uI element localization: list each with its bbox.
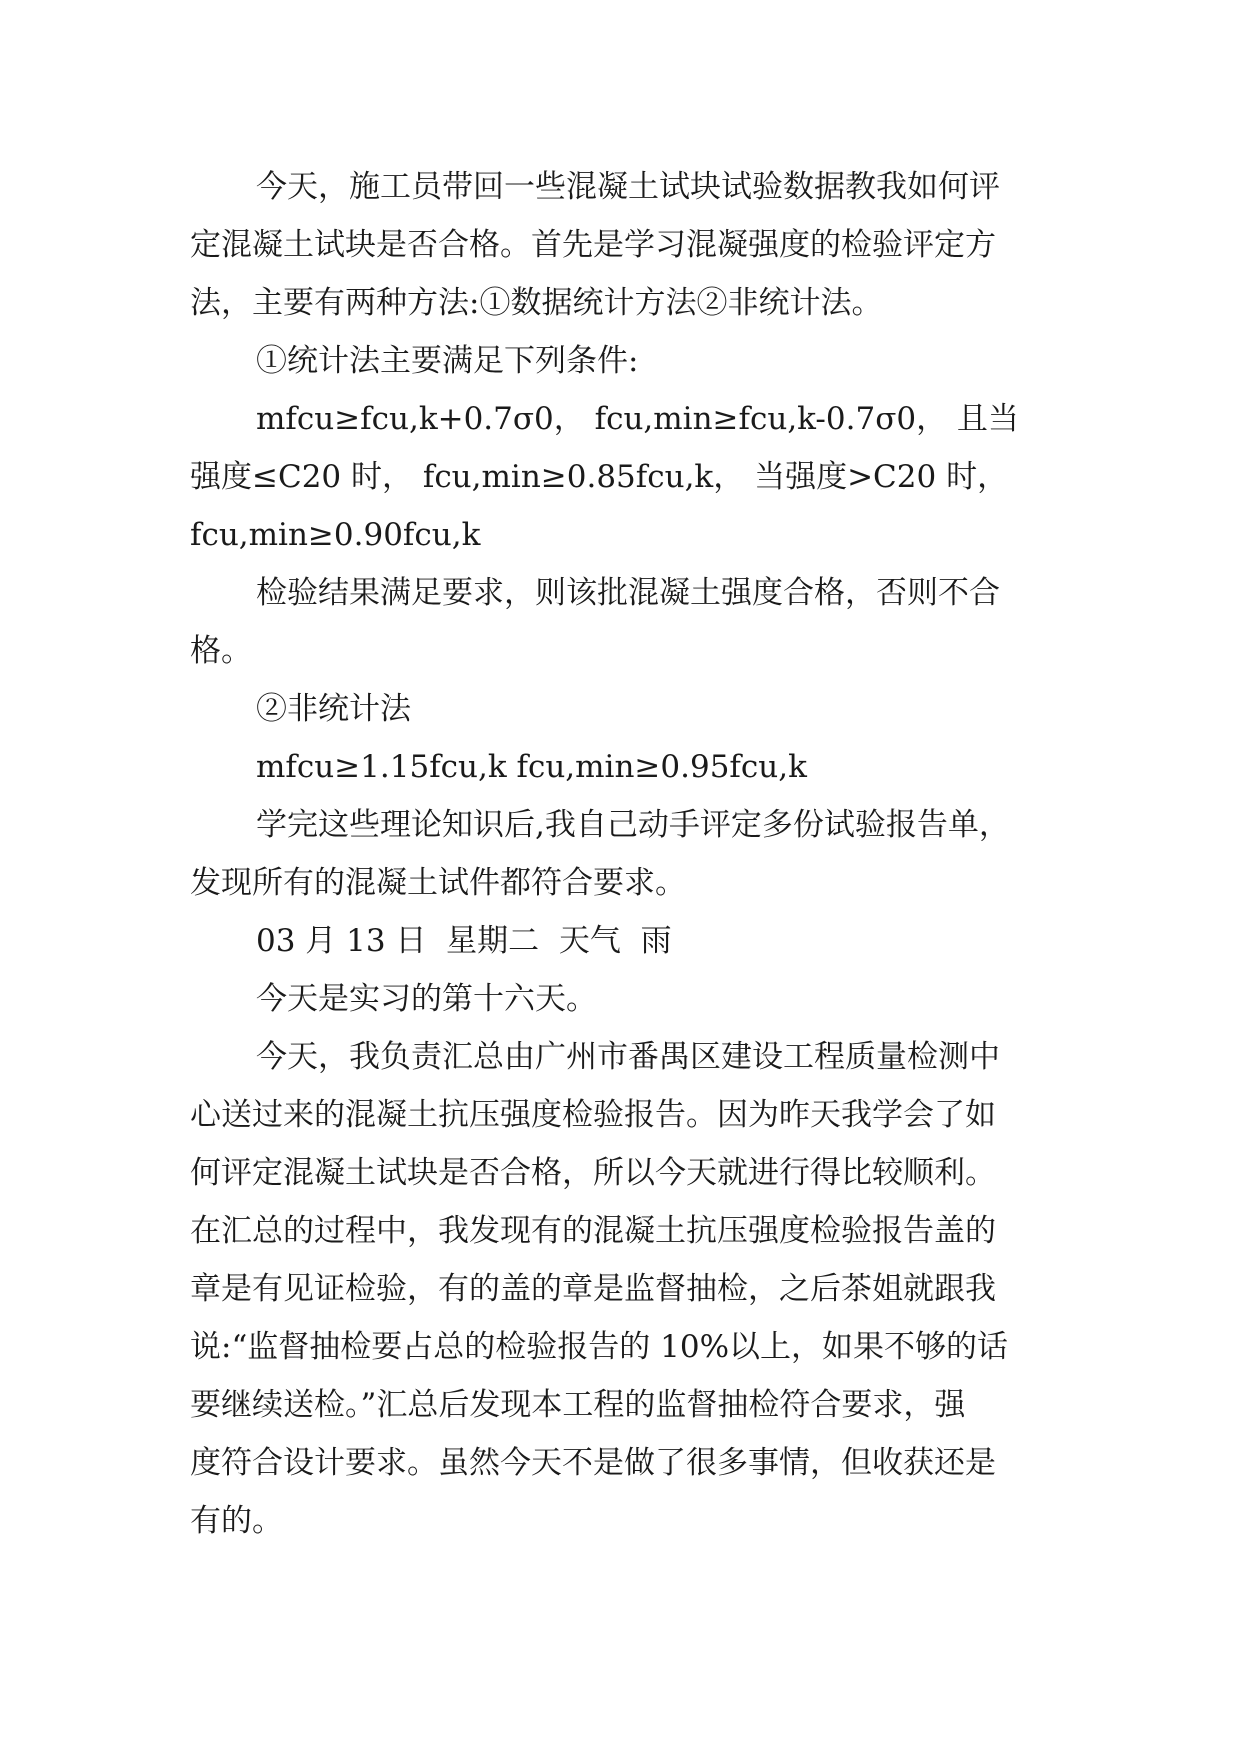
formula-line: 强度≤C20 时， fcu,min≥0.85fcu,k， 当强度>C20 时， — [190, 459, 1009, 495]
formula-line: mfcu≥1.15fcu,k fcu,min≥0.95fcu,k — [256, 749, 807, 785]
text-line: 心送过来的混凝土抗压强度检验报告。因为昨天我学会了如 — [190, 1097, 996, 1133]
text-line: 格。 — [190, 633, 252, 669]
formula-line: fcu,min≥0.90fcu,k — [190, 517, 481, 553]
text-line: 今天，我负责汇总由广州市番禺区建设工程质量检测中 — [256, 1039, 1000, 1075]
text-line: 有的。 — [190, 1503, 283, 1539]
document-body — [190, 158, 1062, 1550]
text-line: 在汇总的过程中，我发现有的混凝土抗压强度检验报告盖的 — [190, 1213, 996, 1249]
text-line: 说:“监督抽检要占总的检验报告的 10%以上，如果不够的话 — [190, 1329, 1009, 1365]
diary-date-line: 03 月 13 日 星期二 天气 雨 — [256, 923, 672, 959]
text-line: ①统计法主要满足下列条件: — [256, 343, 639, 379]
text-line: 法，主要有两种方法:①数据统计方法②非统计法。 — [190, 285, 883, 321]
text-line: 度符合设计要求。虽然今天不是做了很多事情，但收获还是 — [190, 1445, 996, 1481]
text-line: 何评定混凝土试块是否合格，所以今天就进行得比较顺利。 — [190, 1155, 996, 1191]
text-line: 学完这些理论知识后,我自己动手评定多份试验报告单， — [256, 807, 1010, 843]
text-line: 今天，施工员带回一些混凝土试块试验数据教我如何评 — [256, 169, 1000, 205]
text-line: 今天是实习的第十六天。 — [256, 981, 597, 1017]
text-line: ②非统计法 — [256, 691, 411, 727]
text-line: 定混凝土试块是否合格。首先是学习混凝强度的检验评定方 — [190, 227, 996, 263]
formula-line: mfcu≥fcu,k+0.7σ0， fcu,min≥fcu,k-0.7σ0， 且当 — [256, 401, 1019, 437]
text-line: 章是有见证检验，有的盖的章是监督抽检，之后茶姐就跟我 — [190, 1271, 996, 1307]
text-line: 要继续送检。”汇总后发现本工程的监督抽检符合要求，强 — [190, 1387, 966, 1423]
text-line: 发现所有的混凝土试件都符合要求。 — [190, 865, 686, 901]
text-line: 检验结果满足要求，则该批混凝土强度合格，否则不合 — [256, 575, 1000, 611]
